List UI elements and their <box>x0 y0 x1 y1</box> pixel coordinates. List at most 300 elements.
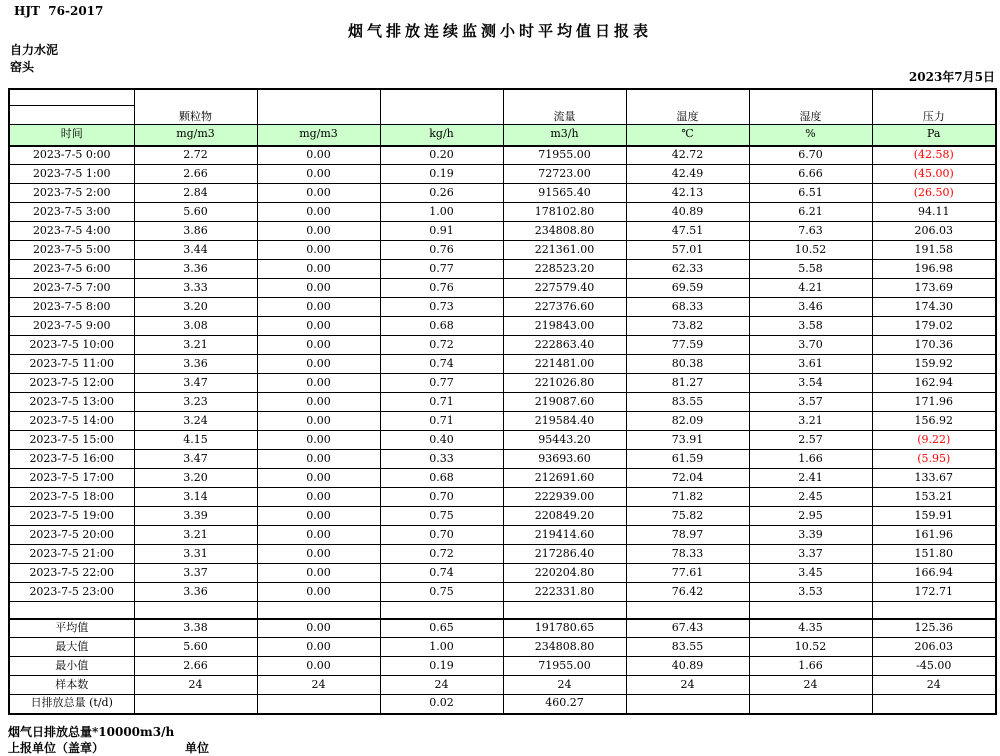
value-cell: 83.55 <box>626 638 749 657</box>
value-cell: 91565.40 <box>503 184 626 203</box>
value-cell: 206.03 <box>872 638 996 657</box>
report-table <box>8 88 997 715</box>
value-cell: 0.68 <box>380 469 503 488</box>
value-cell: 0.72 <box>380 336 503 355</box>
value-cell: 47.51 <box>626 222 749 241</box>
value-cell: 2.95 <box>749 507 872 526</box>
value-cell: 3.61 <box>749 355 872 374</box>
value-cell: 1.00 <box>380 203 503 222</box>
value-cell: 3.47 <box>134 374 257 393</box>
value-cell: 0.00 <box>257 657 380 676</box>
value-cell: 73.82 <box>626 317 749 336</box>
hour-row <box>9 545 996 564</box>
value-cell: 3.47 <box>134 450 257 469</box>
hour-row-label: 2023-7-5 18:00 <box>9 488 134 507</box>
value-cell: 5.60 <box>134 203 257 222</box>
value-cell: 67.43 <box>626 619 749 638</box>
hour-row-label: 2023-7-5 15:00 <box>9 431 134 450</box>
hour-row <box>9 298 996 317</box>
value-cell: 0.20 <box>380 146 503 165</box>
value-cell: 0.73 <box>380 298 503 317</box>
value-cell: 4.35 <box>749 619 872 638</box>
value-cell: 0.68 <box>380 317 503 336</box>
value-cell: 1.66 <box>749 657 872 676</box>
value-cell: 1.66 <box>749 450 872 469</box>
summary-row-label: 最大值 <box>9 638 134 657</box>
value-cell: 3.24 <box>134 412 257 431</box>
value-cell: 5.58 <box>749 260 872 279</box>
value-cell: 6.66 <box>749 165 872 184</box>
value-cell: 73.91 <box>626 431 749 450</box>
value-cell: 69.59 <box>626 279 749 298</box>
value-cell <box>134 695 257 714</box>
value-cell: 3.33 <box>134 279 257 298</box>
value-cell: 161.96 <box>872 526 996 545</box>
col-header-pressure: 压力 <box>872 89 996 124</box>
value-cell: 0.72 <box>380 545 503 564</box>
value-cell: 219087.60 <box>503 393 626 412</box>
summary-row <box>9 638 996 657</box>
value-cell: 221481.00 <box>503 355 626 374</box>
value-cell: 72.04 <box>626 469 749 488</box>
hour-row-label: 2023-7-5 9:00 <box>9 317 134 336</box>
value-cell: 217286.40 <box>503 545 626 564</box>
spacer-section <box>9 602 996 619</box>
value-cell: 78.97 <box>626 526 749 545</box>
spacer-cell <box>9 602 134 619</box>
value-cell: 3.08 <box>134 317 257 336</box>
footnote-total: 烟气日排放总量*10000m3/h <box>8 725 175 739</box>
value-cell: 0.00 <box>257 545 380 564</box>
value-cell: 2.84 <box>134 184 257 203</box>
col-header-blank-1 <box>257 89 380 124</box>
value-cell: 10.52 <box>749 638 872 657</box>
value-cell: 94.11 <box>872 203 996 222</box>
hour-row <box>9 431 996 450</box>
value-cell: 171.96 <box>872 393 996 412</box>
value-cell: 3.20 <box>134 298 257 317</box>
unit-rate-kgh: kg/h <box>380 124 503 146</box>
summary-row <box>9 676 996 695</box>
value-cell: 125.36 <box>872 619 996 638</box>
value-cell: 0.00 <box>257 184 380 203</box>
value-cell: 0.19 <box>380 657 503 676</box>
value-cell: 0.91 <box>380 222 503 241</box>
value-cell: 220204.80 <box>503 564 626 583</box>
doc-code: HJT 76-2017 <box>14 4 104 18</box>
value-cell: 234808.80 <box>503 638 626 657</box>
value-cell: 174.30 <box>872 298 996 317</box>
value-cell: 3.57 <box>749 393 872 412</box>
value-cell: (5.95) <box>872 450 996 469</box>
value-cell: 0.00 <box>257 583 380 602</box>
value-cell: (26.50) <box>872 184 996 203</box>
summary-row <box>9 657 996 676</box>
unit-pm-mgm3: mg/m3 <box>134 124 257 146</box>
value-cell: 61.59 <box>626 450 749 469</box>
value-cell: 3.46 <box>749 298 872 317</box>
value-cell: 3.21 <box>134 336 257 355</box>
value-cell: 3.86 <box>134 222 257 241</box>
value-cell: 0.00 <box>257 317 380 336</box>
summary-row-label: 样本数 <box>9 676 134 695</box>
hour-row <box>9 165 996 184</box>
value-cell: 196.98 <box>872 260 996 279</box>
hour-row-label: 2023-7-5 0:00 <box>9 146 134 165</box>
value-cell: 0.02 <box>380 695 503 714</box>
value-cell: 219584.40 <box>503 412 626 431</box>
value-cell: 2.72 <box>134 146 257 165</box>
value-cell: 0.00 <box>257 260 380 279</box>
value-cell: 3.14 <box>134 488 257 507</box>
hour-row <box>9 526 996 545</box>
value-cell: 42.13 <box>626 184 749 203</box>
value-cell: 222863.40 <box>503 336 626 355</box>
unit-header-row <box>9 124 996 146</box>
hour-row-label: 2023-7-5 13:00 <box>9 393 134 412</box>
value-cell: 42.72 <box>626 146 749 165</box>
value-cell: 0.00 <box>257 374 380 393</box>
value-cell <box>626 695 749 714</box>
hour-row <box>9 488 996 507</box>
page-title: 烟气排放连续监测小时平均值日报表 <box>347 22 652 40</box>
spacer-cell <box>134 602 257 619</box>
col-header-humidity: 湿度 <box>749 89 872 124</box>
value-cell: 71955.00 <box>503 146 626 165</box>
col-header-temperature: 温度 <box>626 89 749 124</box>
hour-row <box>9 393 996 412</box>
hour-row <box>9 583 996 602</box>
hour-row-label: 2023-7-5 22:00 <box>9 564 134 583</box>
value-cell: 71955.00 <box>503 657 626 676</box>
group-header-row <box>9 89 996 105</box>
hour-row <box>9 355 996 374</box>
value-cell: 156.92 <box>872 412 996 431</box>
value-cell: 0.77 <box>380 374 503 393</box>
value-cell: 228523.20 <box>503 260 626 279</box>
value-cell: 133.67 <box>872 469 996 488</box>
value-cell: 3.53 <box>749 583 872 602</box>
value-cell: (45.00) <box>872 165 996 184</box>
unit-label: 单位 <box>185 741 210 755</box>
hour-row-label: 2023-7-5 8:00 <box>9 298 134 317</box>
value-cell: 3.21 <box>134 526 257 545</box>
hour-row-label: 2023-7-5 21:00 <box>9 545 134 564</box>
value-cell: 42.49 <box>626 165 749 184</box>
value-cell <box>872 695 996 714</box>
value-cell: 40.89 <box>626 657 749 676</box>
summary-row-label: 日排放总量 (t/d) <box>9 695 134 714</box>
value-cell: 221026.80 <box>503 374 626 393</box>
value-cell: 0.00 <box>257 241 380 260</box>
hour-row <box>9 241 996 260</box>
value-cell: 221361.00 <box>503 241 626 260</box>
value-cell: 77.59 <box>626 336 749 355</box>
hour-row-label: 2023-7-5 23:00 <box>9 583 134 602</box>
value-cell: 2.41 <box>749 469 872 488</box>
value-cell: 3.36 <box>134 355 257 374</box>
spacer-row <box>9 602 996 619</box>
value-cell: 24 <box>380 676 503 695</box>
summary-row-label: 最小值 <box>9 657 134 676</box>
value-cell: (9.22) <box>872 431 996 450</box>
value-cell: 0.65 <box>380 619 503 638</box>
value-cell: 3.37 <box>749 545 872 564</box>
value-cell: 0.00 <box>257 526 380 545</box>
col-header-particulate: 颗粒物 <box>134 89 257 124</box>
spacer-cell <box>626 602 749 619</box>
value-cell: 2.66 <box>134 657 257 676</box>
hour-row <box>9 412 996 431</box>
value-cell: 4.15 <box>134 431 257 450</box>
value-cell: 3.31 <box>134 545 257 564</box>
value-cell: 72723.00 <box>503 165 626 184</box>
value-cell: 0.71 <box>380 412 503 431</box>
unit-humidity-percent: % <box>749 124 872 146</box>
col-header-flow: 流量 <box>503 89 626 124</box>
value-cell: 0.00 <box>257 619 380 638</box>
hour-row-label: 2023-7-5 6:00 <box>9 260 134 279</box>
value-cell: 0.40 <box>380 431 503 450</box>
value-cell: 3.54 <box>749 374 872 393</box>
value-cell: 3.36 <box>134 260 257 279</box>
report-unit-label: 上报单位（盖章） <box>8 741 105 755</box>
value-cell: 62.33 <box>626 260 749 279</box>
hour-row-label: 2023-7-5 12:00 <box>9 374 134 393</box>
value-cell: 24 <box>626 676 749 695</box>
value-cell <box>749 695 872 714</box>
value-cell: 227376.60 <box>503 298 626 317</box>
value-cell: 166.94 <box>872 564 996 583</box>
header-blank-bottom <box>9 105 134 124</box>
value-cell: 460.27 <box>503 695 626 714</box>
value-cell: 7.63 <box>749 222 872 241</box>
unit-pm-mgm3-2: mg/m3 <box>257 124 380 146</box>
value-cell: 159.91 <box>872 507 996 526</box>
value-cell: 179.02 <box>872 317 996 336</box>
hour-row <box>9 507 996 526</box>
value-cell: 0.74 <box>380 564 503 583</box>
station-name: 窑头 <box>10 60 35 74</box>
value-cell: 1.00 <box>380 638 503 657</box>
hour-row-label: 2023-7-5 2:00 <box>9 184 134 203</box>
value-cell: 10.52 <box>749 241 872 260</box>
hour-row-label: 2023-7-5 3:00 <box>9 203 134 222</box>
value-cell: 77.61 <box>626 564 749 583</box>
value-cell: 212691.60 <box>503 469 626 488</box>
value-cell: 4.21 <box>749 279 872 298</box>
value-cell: 78.33 <box>626 545 749 564</box>
value-cell: 172.71 <box>872 583 996 602</box>
hour-row <box>9 222 996 241</box>
hour-row <box>9 260 996 279</box>
value-cell: 0.00 <box>257 279 380 298</box>
value-cell: 0.75 <box>380 583 503 602</box>
value-cell: 0.00 <box>257 450 380 469</box>
report-date: 2023年7月5日 <box>908 70 995 84</box>
value-cell: 83.55 <box>626 393 749 412</box>
value-cell: 0.00 <box>257 488 380 507</box>
value-cell: 3.44 <box>134 241 257 260</box>
value-cell: 76.42 <box>626 583 749 602</box>
value-cell: 0.00 <box>257 638 380 657</box>
value-cell: 219843.00 <box>503 317 626 336</box>
hour-row-label: 2023-7-5 17:00 <box>9 469 134 488</box>
value-cell: 178102.80 <box>503 203 626 222</box>
value-cell: 0.00 <box>257 393 380 412</box>
value-cell: 222331.80 <box>503 583 626 602</box>
hour-row-label: 2023-7-5 7:00 <box>9 279 134 298</box>
value-cell: 24 <box>134 676 257 695</box>
value-cell: 93693.60 <box>503 450 626 469</box>
value-cell: 3.36 <box>134 583 257 602</box>
unit-temp-celsius: ℃ <box>626 124 749 146</box>
company-name: 自力水泥 <box>10 43 59 57</box>
hour-row <box>9 184 996 203</box>
value-cell: 153.21 <box>872 488 996 507</box>
value-cell: 0.76 <box>380 279 503 298</box>
value-cell: 5.60 <box>134 638 257 657</box>
hour-row-label: 2023-7-5 19:00 <box>9 507 134 526</box>
value-cell: 220849.20 <box>503 507 626 526</box>
value-cell: 81.27 <box>626 374 749 393</box>
value-cell: 0.00 <box>257 412 380 431</box>
value-cell: 68.33 <box>626 298 749 317</box>
value-cell: 219414.60 <box>503 526 626 545</box>
value-cell: 3.37 <box>134 564 257 583</box>
value-cell: 0.00 <box>257 298 380 317</box>
value-cell: 24 <box>872 676 996 695</box>
value-cell: 0.77 <box>380 260 503 279</box>
value-cell: 222939.00 <box>503 488 626 507</box>
value-cell: 0.00 <box>257 355 380 374</box>
table-header <box>9 89 996 146</box>
value-cell: -45.00 <box>872 657 996 676</box>
value-cell: 227579.40 <box>503 279 626 298</box>
spacer-cell <box>257 602 380 619</box>
value-cell: 6.70 <box>749 146 872 165</box>
value-cell: 0.00 <box>257 469 380 488</box>
value-cell: 3.58 <box>749 317 872 336</box>
value-cell: 40.89 <box>626 203 749 222</box>
value-cell: 0.75 <box>380 507 503 526</box>
value-cell: 0.00 <box>257 336 380 355</box>
hour-row-label: 2023-7-5 5:00 <box>9 241 134 260</box>
time-column-header: 时间 <box>9 124 134 146</box>
hourly-rows <box>9 146 996 602</box>
summary-row-label: 平均值 <box>9 619 134 638</box>
hour-row-label: 2023-7-5 1:00 <box>9 165 134 184</box>
value-cell: 3.21 <box>749 412 872 431</box>
value-cell: 0.70 <box>380 526 503 545</box>
value-cell: 159.92 <box>872 355 996 374</box>
value-cell: 6.21 <box>749 203 872 222</box>
hour-row <box>9 469 996 488</box>
value-cell: 3.45 <box>749 564 872 583</box>
hour-row <box>9 279 996 298</box>
value-cell <box>257 695 380 714</box>
value-cell: 3.39 <box>749 526 872 545</box>
hour-row-label: 2023-7-5 11:00 <box>9 355 134 374</box>
value-cell: 2.66 <box>134 165 257 184</box>
summary-row <box>9 619 996 638</box>
value-cell: 71.82 <box>626 488 749 507</box>
value-cell: 191780.65 <box>503 619 626 638</box>
hour-row-label: 2023-7-5 20:00 <box>9 526 134 545</box>
unit-flow-m3h: m3/h <box>503 124 626 146</box>
value-cell: 6.51 <box>749 184 872 203</box>
value-cell: 0.74 <box>380 355 503 374</box>
summary-row <box>9 695 996 714</box>
hour-row-label: 2023-7-5 4:00 <box>9 222 134 241</box>
value-cell: 0.00 <box>257 146 380 165</box>
value-cell: 0.00 <box>257 222 380 241</box>
spacer-cell <box>872 602 996 619</box>
value-cell: 206.03 <box>872 222 996 241</box>
value-cell: 151.80 <box>872 545 996 564</box>
hour-row <box>9 336 996 355</box>
value-cell: 0.00 <box>257 564 380 583</box>
value-cell: 82.09 <box>626 412 749 431</box>
unit-pressure-pa: Pa <box>872 124 996 146</box>
value-cell: 24 <box>503 676 626 695</box>
value-cell: 2.45 <box>749 488 872 507</box>
value-cell: 162.94 <box>872 374 996 393</box>
hour-row-label: 2023-7-5 16:00 <box>9 450 134 469</box>
value-cell: 0.33 <box>380 450 503 469</box>
value-cell: 0.00 <box>257 203 380 222</box>
value-cell: 24 <box>749 676 872 695</box>
value-cell: 0.00 <box>257 165 380 184</box>
value-cell: 0.26 <box>380 184 503 203</box>
value-cell: 3.20 <box>134 469 257 488</box>
value-cell: 0.00 <box>257 507 380 526</box>
value-cell: 170.36 <box>872 336 996 355</box>
value-cell: 3.38 <box>134 619 257 638</box>
header-blank-top <box>9 89 134 105</box>
value-cell: 0.71 <box>380 393 503 412</box>
hour-row-label: 2023-7-5 14:00 <box>9 412 134 431</box>
value-cell: 0.76 <box>380 241 503 260</box>
value-cell: 3.39 <box>134 507 257 526</box>
value-cell: 0.19 <box>380 165 503 184</box>
summary-rows <box>9 619 996 714</box>
value-cell: 2.57 <box>749 431 872 450</box>
value-cell: 3.23 <box>134 393 257 412</box>
value-cell: 75.82 <box>626 507 749 526</box>
value-cell: 0.00 <box>257 431 380 450</box>
col-header-blank-2 <box>380 89 503 124</box>
value-cell: 3.70 <box>749 336 872 355</box>
value-cell: 24 <box>257 676 380 695</box>
value-cell: 191.58 <box>872 241 996 260</box>
hour-row <box>9 203 996 222</box>
value-cell: 80.38 <box>626 355 749 374</box>
value-cell: 173.69 <box>872 279 996 298</box>
hour-row <box>9 450 996 469</box>
value-cell: 0.70 <box>380 488 503 507</box>
hour-row <box>9 564 996 583</box>
value-cell: 95443.20 <box>503 431 626 450</box>
value-cell: 57.01 <box>626 241 749 260</box>
hour-row <box>9 146 996 165</box>
spacer-cell <box>749 602 872 619</box>
value-cell: 234808.80 <box>503 222 626 241</box>
hour-row <box>9 374 996 393</box>
hour-row <box>9 317 996 336</box>
hour-row-label: 2023-7-5 10:00 <box>9 336 134 355</box>
spacer-cell <box>380 602 503 619</box>
